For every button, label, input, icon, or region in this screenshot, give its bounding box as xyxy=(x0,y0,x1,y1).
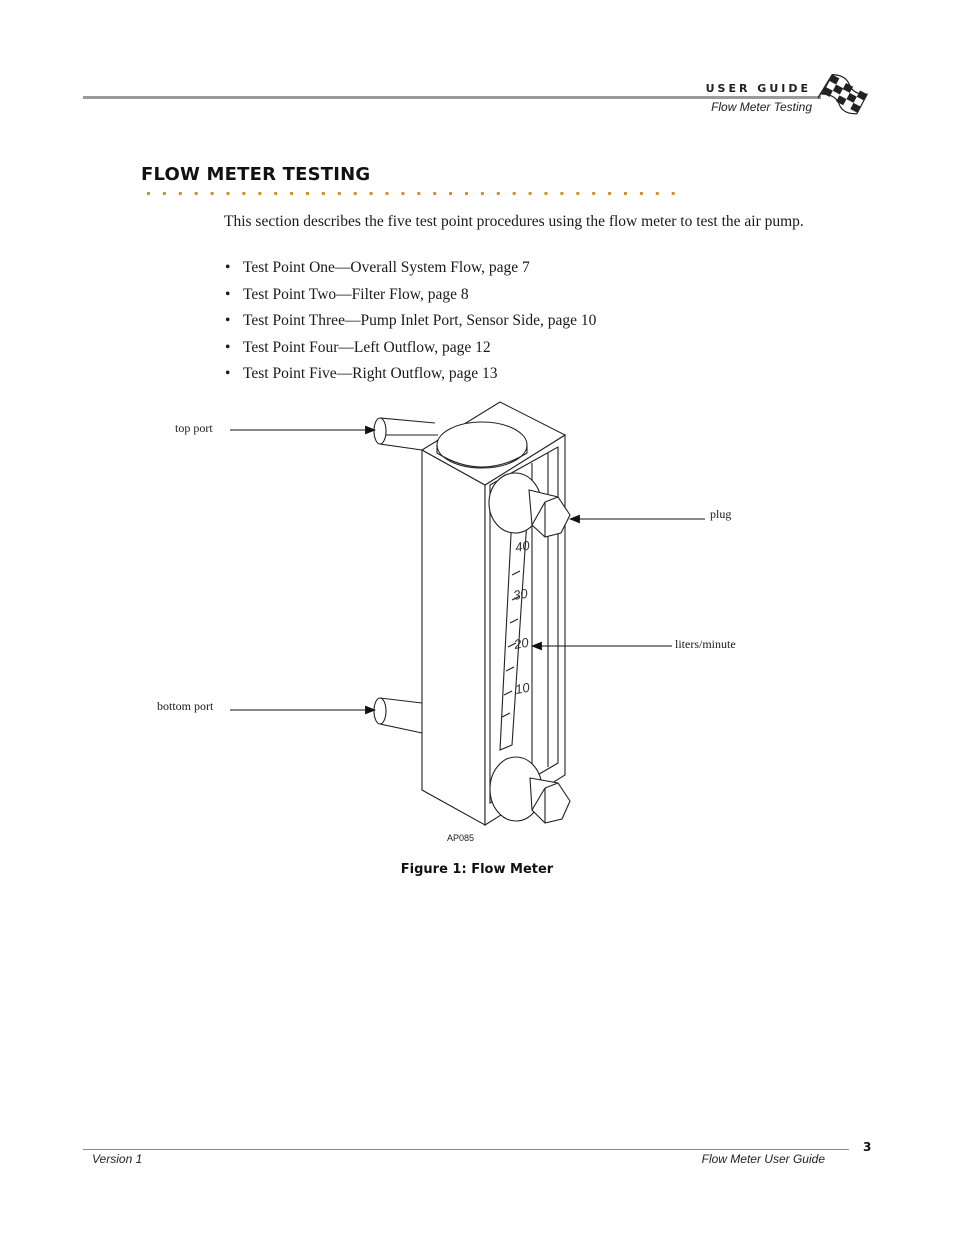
flow-meter-figure xyxy=(150,395,770,850)
accent-dot xyxy=(545,192,548,195)
label-liters-minute: liters/minute xyxy=(675,637,736,651)
intro-paragraph: This section describes the five test point procedures using the flow meter to test the air pump. xyxy=(224,213,804,230)
list-item-text: Test Point Five—Right Outflow, page 13 xyxy=(243,365,498,382)
accent-dot xyxy=(672,192,675,195)
accent-dot xyxy=(195,192,198,195)
accent-dot xyxy=(401,192,404,195)
accent-dot xyxy=(338,192,341,195)
list-item: • Test Point Three—Pump Inlet Port, Sensor Side, page 10 xyxy=(225,312,597,329)
accent-dot xyxy=(179,192,182,195)
scale-mark-20: 20 xyxy=(512,634,530,652)
accent-dot xyxy=(370,192,373,195)
accent-dot xyxy=(640,192,643,195)
page-number: 3 xyxy=(863,1140,872,1154)
accent-dot xyxy=(274,192,277,195)
label-bottom-port: bottom port xyxy=(157,699,214,713)
accent-dot xyxy=(211,192,214,195)
scale-mark-40: 40 xyxy=(513,537,531,555)
accent-dot xyxy=(608,192,611,195)
accent-dot xyxy=(433,192,436,195)
list-item: • Test Point Two—Filter Flow, page 8 xyxy=(225,285,469,303)
accent-dot xyxy=(529,192,532,195)
accent-dot xyxy=(163,192,166,195)
label-top-port: top port xyxy=(175,421,213,435)
accent-dot xyxy=(449,192,452,195)
accent-dot xyxy=(560,192,563,195)
accent-dot xyxy=(656,192,659,195)
accent-dot xyxy=(322,192,325,195)
accent-dot xyxy=(576,192,579,195)
label-plug: plug xyxy=(710,507,732,521)
list-item-text: Test Point Four—Left Outflow, page 12 xyxy=(243,338,491,356)
accent-dot xyxy=(513,192,516,195)
accent-dot xyxy=(242,192,245,195)
flow-meter-diagram xyxy=(150,395,770,850)
section-title: FLOW METER TESTING xyxy=(141,164,371,185)
figure-code: AP085 xyxy=(447,833,475,843)
footer-version: Version 1 xyxy=(92,1152,143,1166)
checkered-flag-icon xyxy=(818,74,868,116)
accent-dot xyxy=(227,192,230,195)
accent-dot xyxy=(592,192,595,195)
scale-mark-30: 30 xyxy=(511,585,529,603)
accent-dot xyxy=(497,192,500,195)
dotted-rule xyxy=(143,187,688,199)
header-rule xyxy=(83,96,821,99)
accent-dot xyxy=(481,192,484,195)
accent-dot xyxy=(386,192,389,195)
accent-dot xyxy=(465,192,468,195)
accent-dot xyxy=(258,192,261,195)
scale-mark-10: 10 xyxy=(513,679,531,697)
accent-dot xyxy=(624,192,627,195)
list-item: • Test Point Five—Right Outflow, page 13 xyxy=(225,365,498,382)
list-item: • Test Point One—Overall System Flow, page 7 xyxy=(225,259,530,276)
figure-caption: Figure 1: Flow Meter xyxy=(400,862,554,877)
list-item-text: Test Point One—Overall System Flow, page 7 xyxy=(243,259,530,276)
list-item-text: Test Point Two—Filter Flow, page 8 xyxy=(243,285,469,303)
test-point-list xyxy=(224,259,596,392)
accent-dot xyxy=(354,192,357,195)
footer-rule xyxy=(83,1149,849,1150)
accent-dot xyxy=(417,192,420,195)
header-title: USER GUIDE xyxy=(705,82,811,95)
list-item-text: Test Point Three—Pump Inlet Port, Sensor Side, page 10 xyxy=(243,312,597,329)
footer-guide-title: Flow Meter User Guide xyxy=(701,1152,825,1166)
accent-dot xyxy=(306,192,309,195)
list-item: • Test Point Four—Left Outflow, page 12 xyxy=(225,338,491,356)
accent-dot xyxy=(147,192,150,195)
accent-dot xyxy=(290,192,293,195)
header-subtitle: Flow Meter Testing xyxy=(711,100,812,114)
